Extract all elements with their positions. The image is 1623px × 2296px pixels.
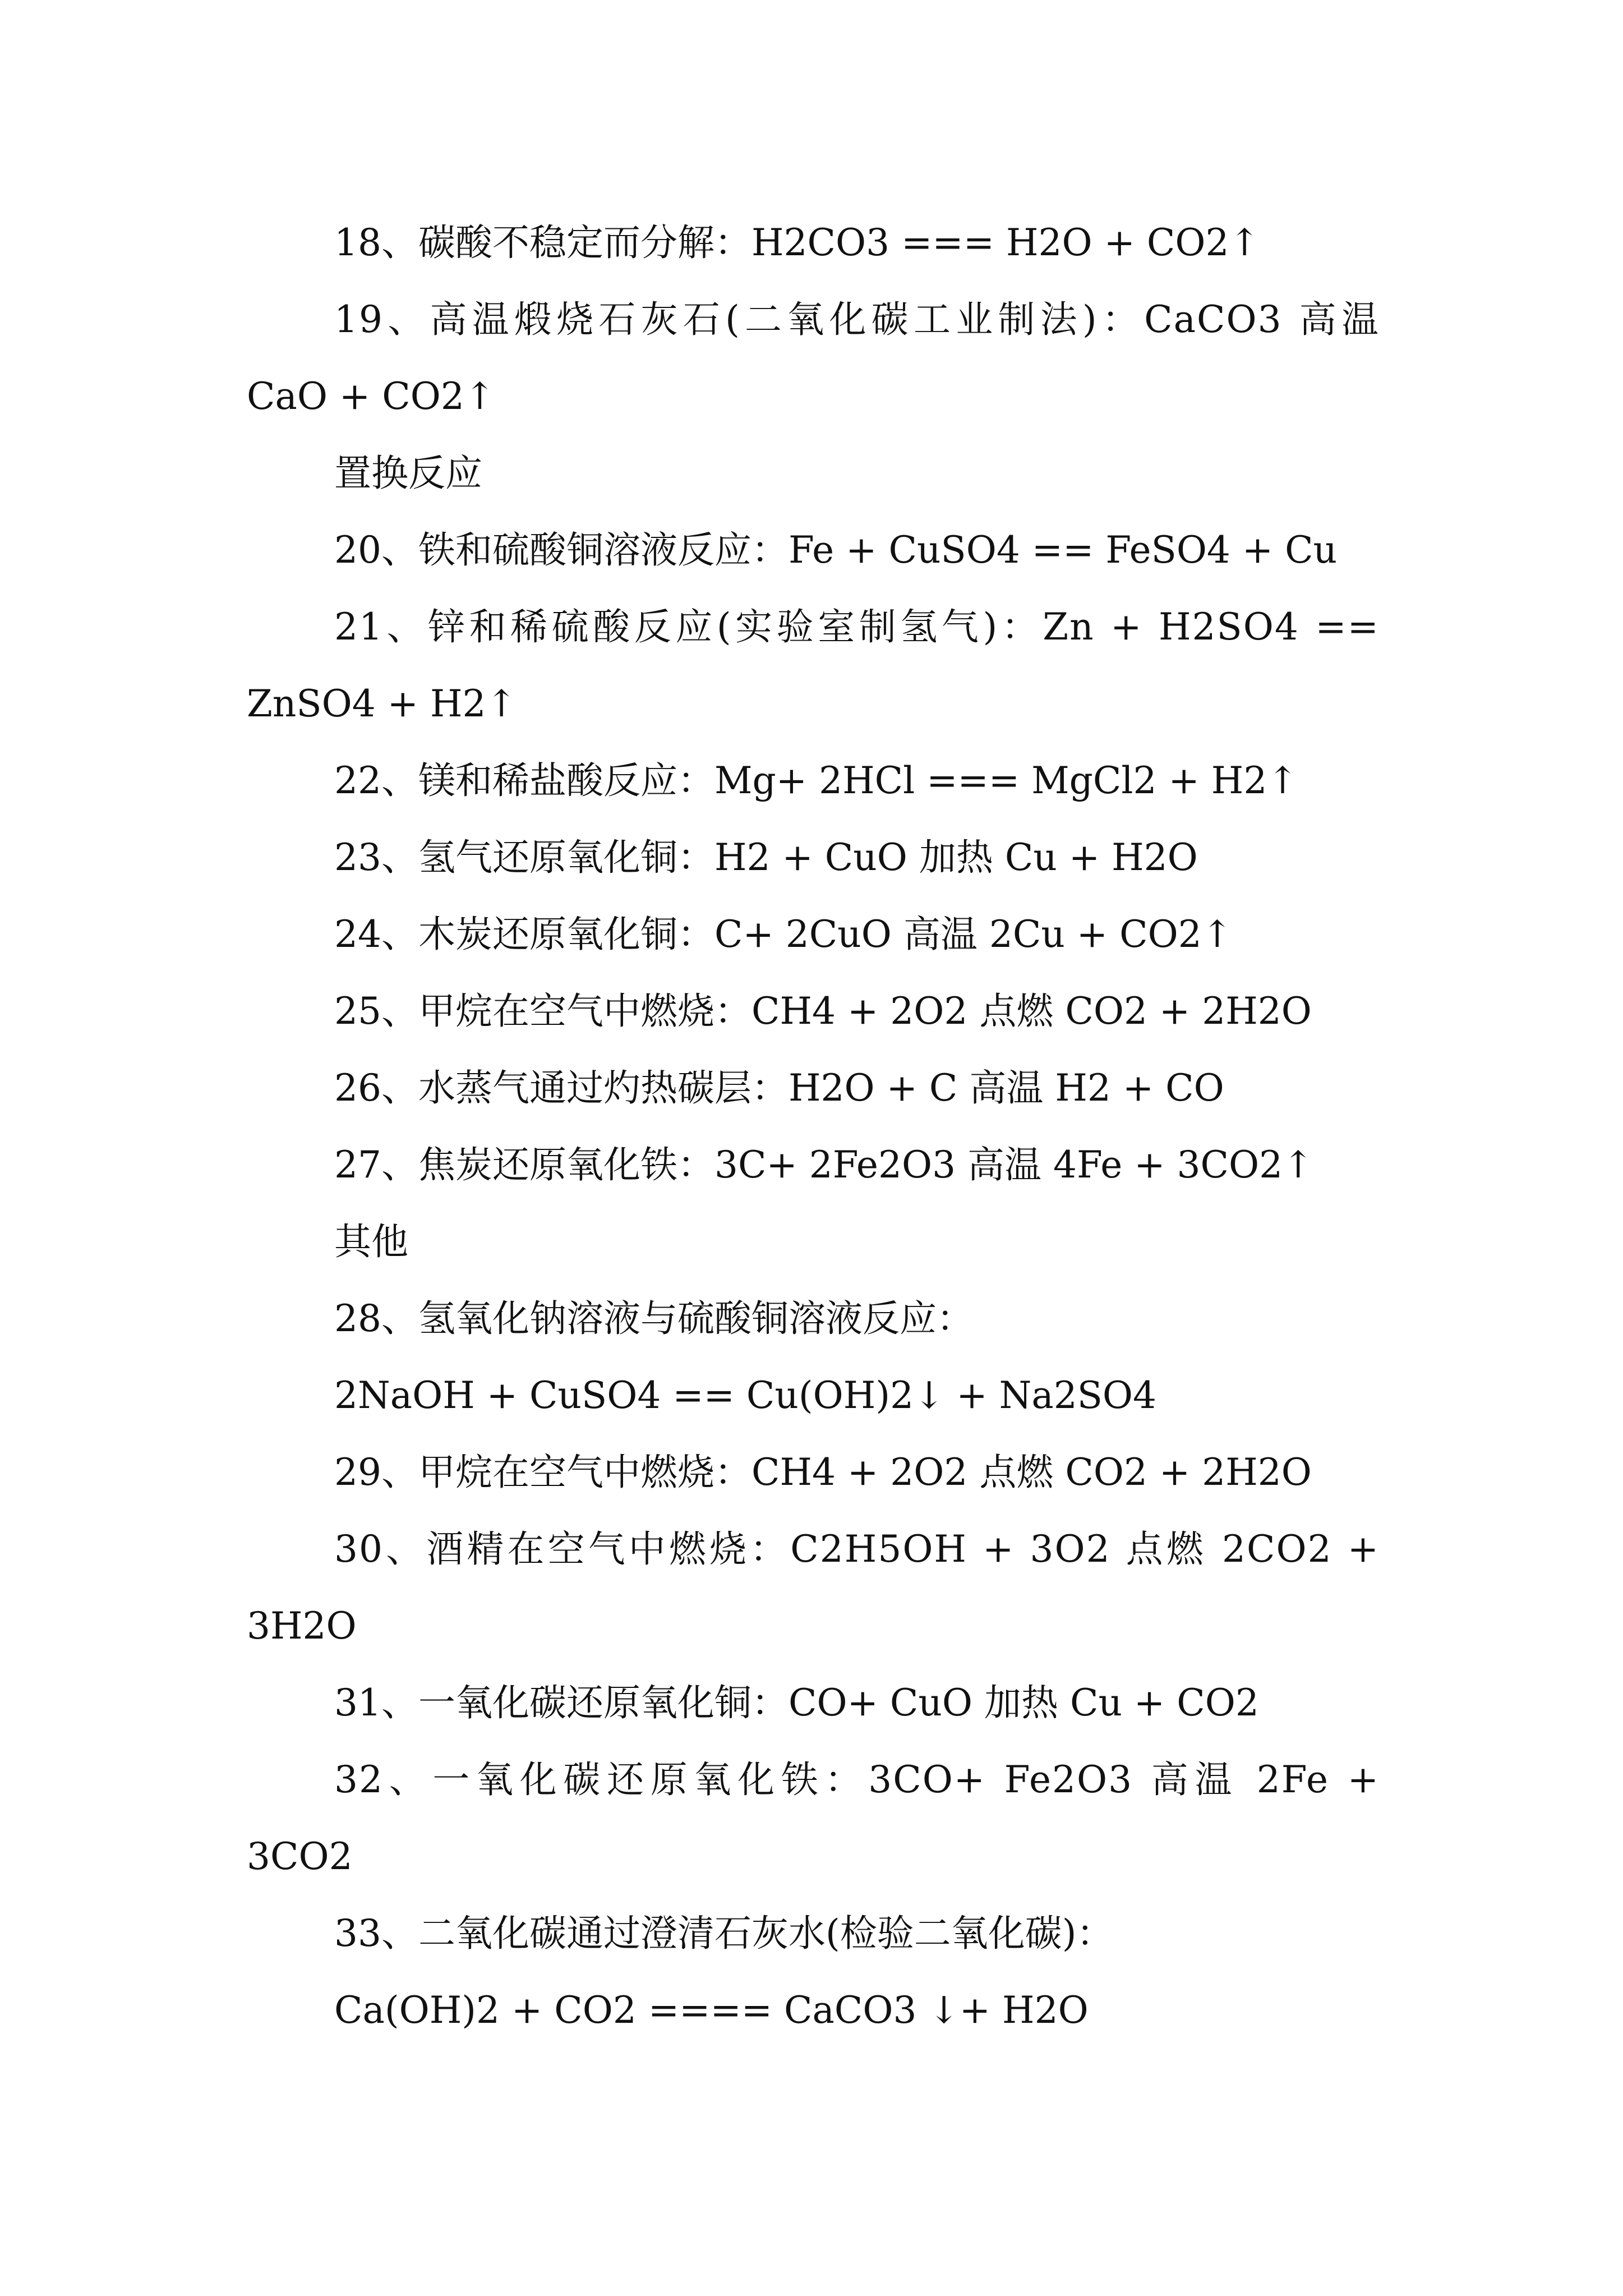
equation-line-28: 28、氢氧化钠溶液与硫酸铜溶液反应： (334, 1297, 974, 1340)
equation-line-33-formula: Ca(OH)2 + CO2 ==== CaCO3 ↓+ H2O (334, 1989, 1089, 2032)
equation-line-32-cont: 3CO2 (247, 1835, 353, 1878)
section-heading-displacement: 置换反应 (334, 452, 482, 495)
equation-line-19-cont: CaO + CO2↑ (247, 375, 496, 418)
section-heading-other: 其他 (334, 1220, 408, 1263)
equation-line-31: 31、一氧化碳还原氧化铜：CO+ CuO 加热 Cu + CO2 (334, 1681, 1259, 1724)
equation-line-21: 21、锌和稀硫酸反应(实验室制氢气)：Zn + H2SO4 == (334, 605, 1380, 648)
equation-line-20: 20、铁和硫酸铜溶液反应：Fe + CuSO4 == FeSO4 + Cu (334, 528, 1338, 572)
equation-line-32: 32、一氧化碳还原氧化铁：3CO+ Fe2O3 高温 2Fe + (334, 1758, 1380, 1801)
equation-line-27: 27、焦炭还原氧化铁：3C+ 2Fe2O3 高温 4Fe + 3CO2↑ (334, 1143, 1314, 1186)
equation-line-19: 19、高温煅烧石灰石(二氧化碳工业制法)：CaCO3 高温 (334, 298, 1380, 341)
equation-line-29: 29、甲烷在空气中燃烧：CH4 + 2O2 点燃 CO2 + 2H2O (334, 1451, 1312, 1494)
equation-line-22: 22、镁和稀盐酸反应：Mg+ 2HCl === MgCl2 + H2↑ (334, 759, 1298, 802)
equation-line-30-cont: 3H2O (247, 1604, 357, 1648)
equation-line-33: 33、二氧化碳通过澄清石灰水(检验二氧化碳)： (334, 1912, 1114, 1955)
equation-line-18: 18、碳酸不稳定而分解：H2CO3 === H2O + CO2↑ (334, 221, 1260, 264)
equation-line-24: 24、木炭还原氧化铜：C+ 2CuO 高温 2Cu + CO2↑ (334, 913, 1233, 956)
equation-line-23: 23、氢气还原氧化铜：H2 + CuO 加热 Cu + H2O (334, 836, 1198, 879)
equation-line-30: 30、酒精在空气中燃烧：C2H5OH + 3O2 点燃 2CO2 + (334, 1527, 1380, 1571)
equation-line-21-cont: ZnSO4 + H2↑ (247, 682, 517, 725)
equation-line-28-formula: 2NaOH + CuSO4 == Cu(OH)2↓ + Na2SO4 (334, 1374, 1157, 1417)
equation-line-26: 26、水蒸气通过灼热碳层：H2O + C 高温 H2 + CO (334, 1066, 1224, 1110)
equation-line-25: 25、甲烷在空气中燃烧：CH4 + 2O2 点燃 CO2 + 2H2O (334, 990, 1312, 1033)
